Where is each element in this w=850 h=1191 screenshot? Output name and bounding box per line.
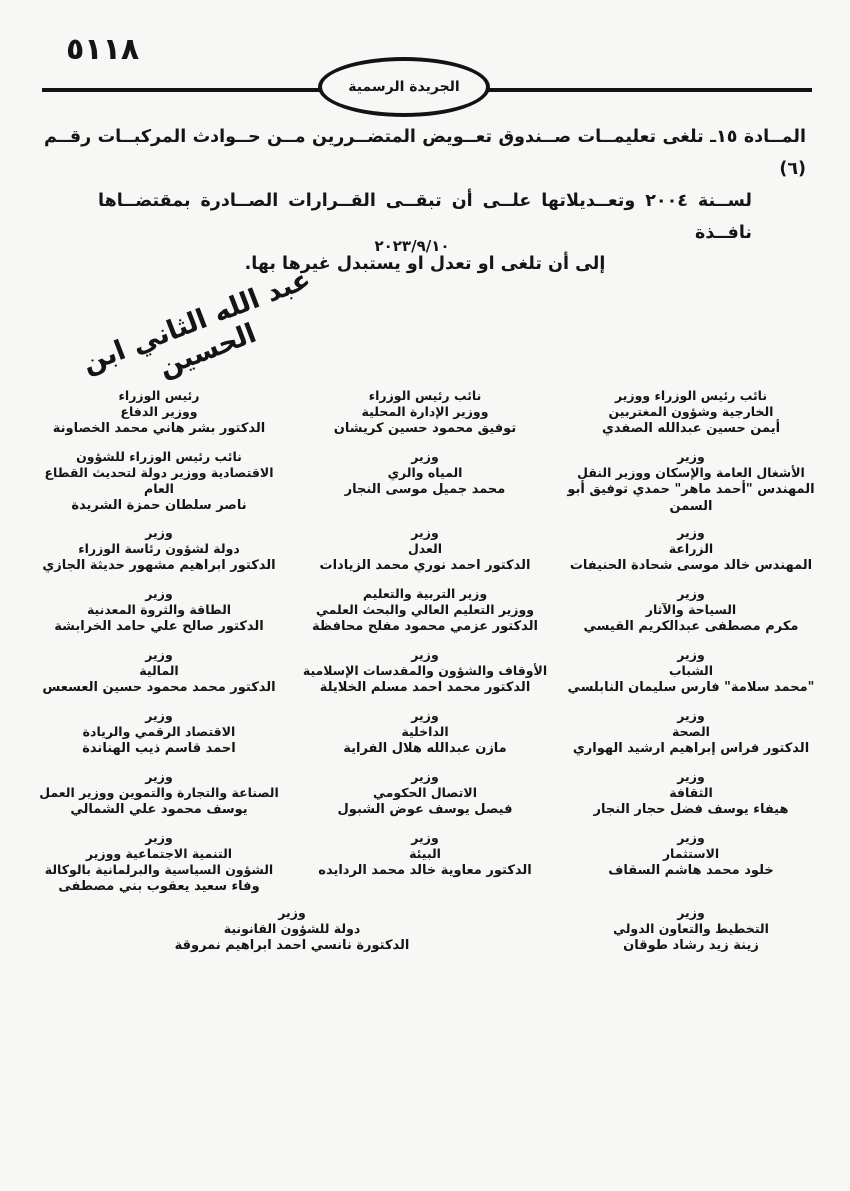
minister-name: مازن عبدالله هلال الفراية xyxy=(343,740,507,756)
minister-name: الدكتور فراس إبراهيم ارشيد الهواري xyxy=(572,740,810,756)
minister-name: زينة زيد رشاد طوقان xyxy=(623,937,759,953)
minister-block xyxy=(28,905,556,957)
minister-block xyxy=(294,647,556,699)
minister-title-line: الخارجية وشؤون المغتربين xyxy=(608,404,774,419)
minister-title-line: وزير xyxy=(677,585,705,601)
minister-block xyxy=(294,586,556,638)
minister-title-line: وزير xyxy=(411,524,439,540)
minister-title-line: وزير xyxy=(677,904,705,920)
minister-block xyxy=(560,586,822,638)
minister-name: "محمد سلامة" فارس سليمان النابلسي xyxy=(567,679,815,695)
minister-title-line: ووزير الدفاع xyxy=(120,404,198,419)
minister-title-line: السياحة والآثار xyxy=(645,601,737,617)
minister-title-line: الداخلية xyxy=(401,723,449,739)
minister-block xyxy=(294,388,556,440)
minister-title-line: نائب رئيس الوزراء xyxy=(368,388,482,403)
minister-title-line: وزير xyxy=(677,829,705,845)
minister-name: الدكتور بشر هاني محمد الخصاونة xyxy=(52,421,266,436)
minister-title-line: دولة لشؤون رئاسة الوزراء xyxy=(78,540,240,556)
minister-block xyxy=(294,449,556,516)
minister-title-line: الاقتصادية ووزير دولة لتحديث القطاع العام xyxy=(44,465,274,496)
minister-title-line: ووزير الإدارة المحلية xyxy=(361,404,489,419)
minister-block xyxy=(560,905,822,957)
minister-block xyxy=(28,586,290,638)
minister-block xyxy=(28,708,290,760)
minister-block xyxy=(560,830,822,896)
minister-title-line: نائب رئيس الوزراء للشؤون xyxy=(76,449,242,464)
minister-title-line: العدل xyxy=(407,540,443,556)
minister-title-line: البيئة xyxy=(409,845,441,861)
minister-title-line: وزير xyxy=(677,707,705,723)
minister-title-line: نائب رئيس الوزراء ووزير xyxy=(614,388,768,403)
minister-name: مكرم مصطفى عبدالكريم القيسي xyxy=(583,618,799,634)
minister-title-line: الاقتصاد الرقمي والريادة xyxy=(82,723,236,739)
minister-title-line: دولة للشؤون القانونية xyxy=(223,920,361,936)
minister-block xyxy=(28,769,290,821)
minister-block xyxy=(560,769,822,821)
minister-block xyxy=(28,647,290,699)
minister-block xyxy=(28,388,290,440)
minister-name: توفيق محمود حسين كريشان xyxy=(333,421,517,436)
article-text xyxy=(38,122,812,281)
minister-title-line: وزير xyxy=(278,904,306,920)
minister-block xyxy=(294,525,556,577)
minister-name: المهندس خالد موسى شحادة الحنيفات xyxy=(569,557,813,573)
minister-name: محمد جميل موسى النجار xyxy=(344,482,506,497)
minister-title-line: المياه والري xyxy=(387,465,463,480)
gazette-seal-ellipse xyxy=(318,57,490,117)
royal-signature: عبد الله الثاني ابن الحسين xyxy=(78,263,315,384)
minister-title-line: المالية xyxy=(139,662,179,678)
minister-title-line: رئيس الوزراء xyxy=(118,388,200,403)
minister-name: المهندس "أحمد ماهر" حمدي توفيق أبو السمن xyxy=(567,482,815,514)
minister-title-line: وزير xyxy=(411,829,439,845)
minister-title-line: الشؤون السياسية والبرلمانية بالوكالة xyxy=(44,861,274,877)
minister-block xyxy=(560,449,822,516)
minister-title-line: وزير xyxy=(411,449,439,464)
minister-title-line: وزير xyxy=(677,449,705,464)
minister-title-line: التنمية الاجتماعية ووزير xyxy=(85,845,233,861)
minister-title-line: الاستثمار xyxy=(662,845,720,861)
page-number: ٥١١٨ xyxy=(66,32,140,67)
decree-date: ٢٠٢٣/٩/١٠ xyxy=(374,237,450,255)
minister-title-line: وزير xyxy=(677,768,705,784)
minister-title-line: وزير xyxy=(145,524,173,540)
minister-block xyxy=(560,647,822,699)
minister-block xyxy=(560,525,822,577)
gazette-title: الجريدة الرسمية xyxy=(348,79,460,95)
minister-title-line: الشباب xyxy=(668,662,714,678)
minister-title-line: وزير xyxy=(411,646,439,662)
minister-title-line: الطاقة والثروة المعدنية xyxy=(86,601,232,617)
minister-name: وفاء سعيد يعقوب بني مصطفى xyxy=(58,878,260,894)
minister-title-line: وزير xyxy=(145,707,173,723)
minister-name: أيمن حسين عبدالله الصفدي xyxy=(601,421,781,436)
minister-name: الدكتور محمد احمد مسلم الخلايلة xyxy=(319,679,531,695)
minister-title-line: وزير xyxy=(145,585,173,601)
minister-title-line: الصحة xyxy=(672,723,710,739)
minister-name: احمد قاسم ذيب الهناندة xyxy=(82,740,236,756)
article-line-3: إلى أن تلغى او تعدل او يستبدل غيرها بها. xyxy=(244,254,606,275)
minister-name: يوسف محمود علي الشمالي xyxy=(70,801,248,817)
minister-title-line: الزراعة xyxy=(668,540,714,556)
minister-title-line: وزير xyxy=(411,768,439,784)
minister-name: الدكتور معاوية خالد محمد الردايده xyxy=(318,862,532,878)
minister-title-line: وزير xyxy=(411,707,439,723)
minister-name: هيفاء يوسف فضل حجار النجار xyxy=(593,801,789,817)
ministers-grid xyxy=(28,388,822,957)
minister-name: الدكتور عزمي محمود مفلح محافظة xyxy=(311,618,538,634)
minister-title-line: الاتصال الحكومي xyxy=(373,784,477,800)
minister-title-line: ووزير التعليم العالي والبحث العلمي xyxy=(315,601,535,617)
minister-block xyxy=(294,830,556,896)
minister-title-line: وزير xyxy=(145,646,173,662)
article-line-2: لســنة ٢٠٠٤ وتعــديلاتها علــى أن تبقــى القــرارات الصــادرة بمقتضــاها نافــذة xyxy=(98,190,752,243)
minister-title-line: وزير xyxy=(677,524,705,540)
minister-name: ناصر سلطان حمزة الشريدة xyxy=(71,498,247,513)
minister-title-line: وزير xyxy=(145,768,173,784)
minister-name: الدكتور ابراهيم مشهور حديثة الجازي xyxy=(42,557,276,573)
minister-name: الدكتورة نانسي احمد ابراهيم نمروقة xyxy=(174,937,410,953)
minister-block xyxy=(294,769,556,821)
minister-title-line: الثقافة xyxy=(669,784,713,800)
article-line-1: المــادة ١٥ـ تلغى تعليمــات صــندوق تعــويض المتضــررين مــن حــوادث المركبــات رقــم (٦) xyxy=(44,127,806,179)
minister-name: فيصل يوسف عوض الشبول xyxy=(337,801,513,817)
minister-block xyxy=(28,525,290,577)
minister-title-line: وزير التربية والتعليم xyxy=(362,585,488,601)
minister-title-line: الأوقاف والشؤون والمقدسات الإسلامية xyxy=(302,662,548,678)
minister-block xyxy=(560,708,822,760)
minister-title-line: وزير xyxy=(677,646,705,662)
minister-block xyxy=(560,388,822,440)
minister-title-line: وزير xyxy=(145,829,173,845)
minister-name: الدكتور صالح علي حامد الخرابشة xyxy=(54,618,264,634)
minister-title-line: الأشغال العامة والإسكان ووزير النقل xyxy=(577,465,805,480)
minister-name: خلود محمد هاشم السقاف xyxy=(608,862,774,878)
minister-name: الدكتور محمد محمود حسين العسعس xyxy=(42,679,276,695)
minister-name: الدكتور احمد نوري محمد الزيادات xyxy=(319,557,531,573)
minister-title-line: التخطيط والتعاون الدولي xyxy=(613,920,769,936)
minister-block xyxy=(28,830,290,896)
minister-block xyxy=(28,449,290,516)
minister-block xyxy=(294,708,556,760)
minister-title-line: الصناعة والتجارة والتموين ووزير العمل xyxy=(39,784,279,800)
